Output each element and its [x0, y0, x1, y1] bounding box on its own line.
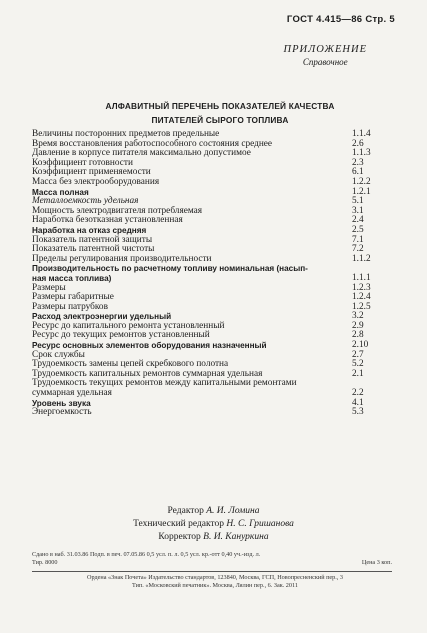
tech-editor-role: Технический редактор [133, 519, 225, 529]
index-section-number: 1.2.5 [352, 301, 371, 312]
print-run: Тир. 8000 [32, 559, 58, 566]
index-label: Наработка безотказная установленная [32, 215, 183, 226]
index-label: Металлоемкость удельная [32, 196, 139, 207]
tech-editor-name: Н. С. Гришанова [226, 519, 294, 529]
index-label: Давление в корпусе питателя максимально допустимое [32, 148, 251, 159]
price: Цена 3 коп. [361, 559, 392, 566]
appendix-block [284, 44, 368, 67]
index-label: Производительность по расчетному топливу номинальная (насып- [32, 264, 308, 274]
index-row [32, 389, 378, 399]
page-header: ГОСТ 4.415—86 Стр. 5 [286, 14, 395, 25]
document-title [40, 99, 400, 127]
printer-line: Тип. «Московский печатник». Москва, Лялин пер., 6. Зак. 2011 [132, 582, 298, 589]
index-section-number: 3.2 [352, 311, 364, 322]
index-row [32, 408, 378, 418]
index-section-number: 7.1 [352, 234, 364, 245]
index-label: Величины посторонних предметов предельные [32, 129, 220, 139]
imprint-line-2 [32, 559, 392, 567]
index-section-number: 3.1 [352, 205, 364, 216]
corrector-role: Корректор [158, 532, 201, 542]
index-label: Размеры габаритные [32, 292, 114, 303]
divider [32, 571, 392, 572]
index-label: Ресурс до текущих ремонтов установленный [32, 330, 210, 341]
index-section-number: 2.5 [352, 224, 364, 235]
index-row [32, 255, 378, 265]
index-section-number: 7.2 [352, 244, 364, 255]
index-label: Ресурс до капитального ремонта установленный [32, 320, 225, 331]
index-section-number: 1.1.2 [352, 253, 371, 264]
index-section-number: 5.3 [352, 407, 364, 418]
index-label: Ресурс основных элементов оборудования назначенный [32, 341, 267, 351]
index-section-number: 1.2.2 [352, 176, 371, 187]
index-label: Уровень звука [32, 398, 91, 408]
index-label: Масса полная [32, 187, 89, 197]
index-label: Показатель патентной чистоты [32, 244, 155, 255]
index-row [32, 178, 378, 188]
appendix-title: ПРИЛОЖЕНИЕ [283, 44, 367, 55]
index-section-number: 1.2.3 [352, 282, 371, 293]
index-label: Трудоемкость замены цепей скребкового полотна [32, 359, 229, 370]
index-label: суммарная удельная [32, 388, 112, 399]
index-row [32, 331, 378, 341]
index-label: Размеры [32, 282, 66, 293]
index-label: Пределы регулирования производительности [32, 253, 212, 264]
index-label: Коэффициент готовности [32, 157, 133, 168]
index-label: Мощность электродвигателя потребляемая [32, 205, 203, 216]
index-section-number: 4.1 [352, 397, 364, 408]
corrector-name: В. И. Кануркина [203, 532, 269, 542]
index-label: Коэффициент применяемости [32, 167, 151, 178]
index-section-number: 1.1.3 [352, 148, 371, 159]
publisher-block [20, 574, 410, 590]
index-section-number: 6.1 [352, 167, 364, 178]
index-section-number: 1.1.1 [352, 272, 371, 283]
index-section-number: 1.1.4 [352, 129, 371, 139]
index-section-number: 1.2.1 [352, 186, 371, 197]
index-row [32, 303, 378, 313]
index-section-number: 2.9 [352, 320, 364, 331]
index-section-number: 5.2 [352, 359, 364, 370]
corrector-line [0, 531, 427, 544]
index-label: Размеры патрубков [32, 301, 108, 312]
title-line-2: ПИТАТЕЛЕЙ СЫРОГО ТОПЛИВА [151, 115, 289, 125]
index-label: Показатель патентной защиты [32, 234, 153, 245]
index-row [32, 274, 378, 284]
index-section-number: 1.2.4 [352, 292, 371, 303]
index-section-number: 2.10 [352, 340, 369, 351]
editor-name: А. И. Ломина [206, 506, 260, 516]
index-section-number: 2.3 [352, 157, 364, 168]
index-label: Энергоемкость [32, 407, 92, 418]
index-row [32, 264, 378, 274]
publisher-line: Ордена «Знак Почета» Издательство стандартов, 123840, Москва, ГСП, Новопресненский пер., 3 [87, 574, 343, 581]
index-section-number: 2.1 [352, 368, 364, 379]
index-label: Трудоемкость текущих ремонтов между капитальными ремонтами [32, 378, 297, 389]
index-section-number: 2.8 [352, 330, 364, 341]
appendix-subtitle: Справочное [302, 57, 348, 67]
index-label: Наработка на отказ средняя [32, 225, 147, 235]
index-section-number: 2.6 [352, 138, 364, 149]
index-label: Масса без электрооборудования [32, 176, 160, 187]
editors-block [0, 505, 427, 544]
imprint-block [32, 551, 392, 567]
index-section-number: 5.1 [352, 196, 364, 207]
index-section-number: 2.2 [352, 388, 364, 399]
editor-line [0, 505, 427, 518]
index-label: Срок службы [32, 349, 85, 360]
index-section-number: 2.7 [352, 349, 364, 360]
index-label: ная масса топлива) [32, 273, 112, 283]
tech-editor-line [0, 518, 427, 531]
index-list [32, 130, 378, 418]
index-label: Трудоемкость капитальных ремонтов суммарная удельная [32, 368, 263, 379]
index-row [32, 216, 378, 226]
index-label: Расход электроэнергии удельный [32, 312, 172, 322]
title-line-1: АЛФАВИТНЫЙ ПЕРЕЧЕНЬ ПОКАЗАТЕЛЕЙ КАЧЕСТВА [105, 101, 335, 111]
imprint-line-1: Сдано в наб. 31.03.86 Подп. в печ. 07.05.86 0,5 усл. п. л. 0,5 усл. кр.-отт 0,40 уч.-изд. л. [32, 551, 261, 558]
index-section-number: 2.4 [352, 215, 364, 226]
index-label: Время восстановления работоспособного состояния среднее [32, 138, 273, 149]
editor-role: Редактор [167, 506, 204, 516]
